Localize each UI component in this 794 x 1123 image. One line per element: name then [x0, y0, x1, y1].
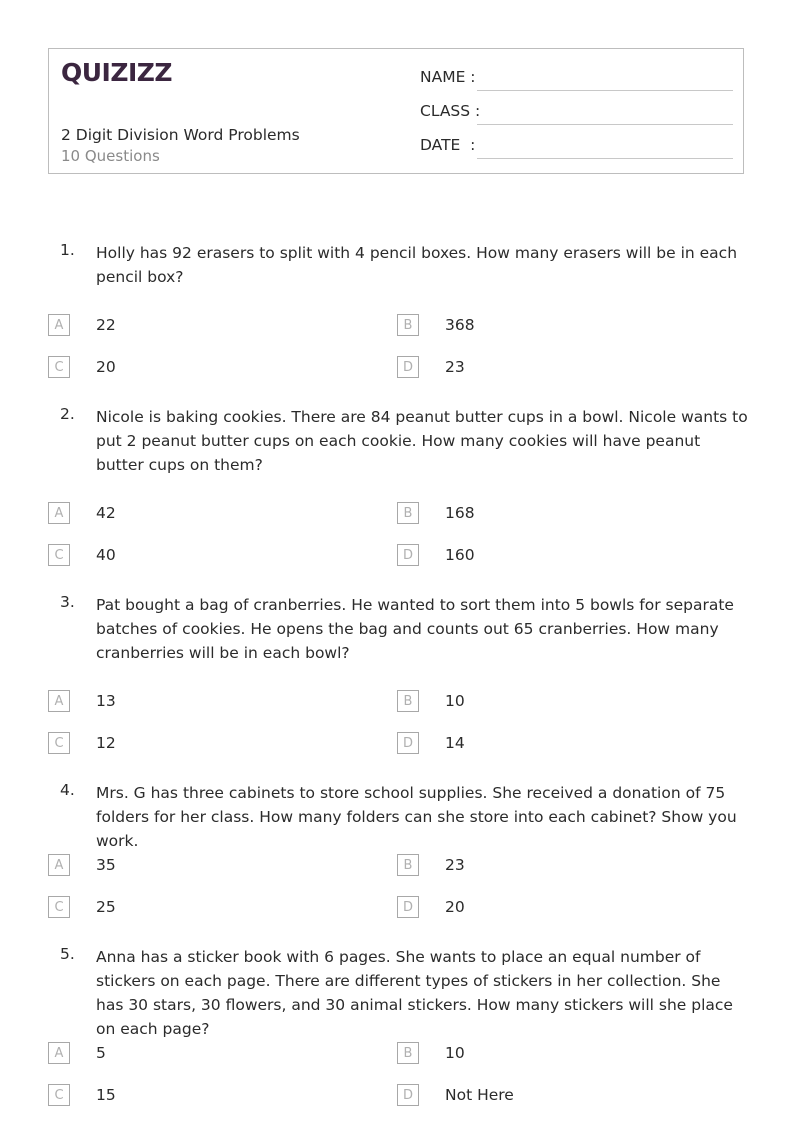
option-letter-box: B [397, 854, 419, 876]
name-line[interactable] [477, 90, 733, 91]
option-value: 20 [96, 358, 116, 376]
question-text: Holly has 92 erasers to split with 4 pencil boxes. How many erasers will be in each pencil box? [96, 244, 738, 286]
question-text: Anna has a sticker book with 6 pages. She wants to place an equal number of stickers on each page. There are different types of stickers in her collection. She has 30 stars, 30 flowers, and 30 animal stickers. How many stickers will she place on each page? [96, 948, 733, 1038]
question-number: 2. [60, 405, 75, 423]
option-letter-box: A [48, 690, 70, 712]
option-value: 5 [96, 1044, 106, 1062]
question-text: Mrs. G has three cabinets to store school supplies. She received a donation of 75 folders for her class. How many folders can she store into each cabinet? Show you work. [96, 784, 737, 850]
date-field[interactable] [420, 136, 733, 160]
option-value: 14 [445, 734, 465, 752]
date-line[interactable] [477, 158, 733, 159]
option-letter-box: D [397, 356, 419, 378]
option-value: 23 [445, 358, 465, 376]
option-letter-box: A [48, 1042, 70, 1064]
option-value: 12 [96, 734, 116, 752]
option-letter-box: A [48, 502, 70, 524]
option-value: Not Here [445, 1086, 514, 1104]
option-letter-box: D [397, 544, 419, 566]
class-line[interactable] [477, 124, 733, 125]
worksheet-header [48, 48, 744, 174]
option-value: 168 [445, 504, 475, 522]
option-value: 10 [445, 692, 465, 710]
option-letter-box: D [397, 896, 419, 918]
option-letter-box: D [397, 732, 419, 754]
worksheet-title: 2 Digit Division Word Problems [61, 126, 300, 144]
quizizz-logo: QUIZIZZ [61, 58, 173, 87]
question-count: 10 Questions [61, 147, 160, 165]
date-label: DATE : [420, 136, 476, 154]
option-letter-box: B [397, 502, 419, 524]
option-value: 40 [96, 546, 116, 564]
name-label: NAME : [420, 68, 476, 86]
question-number: 1. [60, 241, 75, 259]
question-number: 5. [60, 945, 75, 963]
question-number: 3. [60, 593, 75, 611]
option-letter-box: A [48, 314, 70, 336]
option-value: 35 [96, 856, 116, 874]
option-letter-box: C [48, 544, 70, 566]
option-letter-box: C [48, 356, 70, 378]
option-letter-box: A [48, 854, 70, 876]
question-number: 4. [60, 781, 75, 799]
class-field[interactable] [420, 102, 733, 126]
class-label: CLASS : [420, 102, 481, 120]
option-value: 25 [96, 898, 116, 916]
option-letter-box: B [397, 314, 419, 336]
option-value: 42 [96, 504, 116, 522]
option-letter-box: C [48, 732, 70, 754]
option-letter-box: D [397, 1084, 419, 1106]
option-value: 10 [445, 1044, 465, 1062]
option-value: 22 [96, 316, 116, 334]
question-text: Nicole is baking cookies. There are 84 peanut butter cups in a bowl. Nicole wants to put 2 peanut butter cups on each cookie. How many cookies will have peanut butter cups on them? [96, 408, 748, 474]
option-value: 15 [96, 1086, 116, 1104]
option-value: 13 [96, 692, 116, 710]
option-letter-box: B [397, 690, 419, 712]
question-text: Pat bought a bag of cranberries. He wanted to sort them into 5 bowls for separate batches of cookies. He opens the bag and counts out 65 cranberries. How many cranberries will be in each bowl? [96, 596, 734, 662]
option-value: 368 [445, 316, 475, 334]
option-value: 20 [445, 898, 465, 916]
option-value: 23 [445, 856, 465, 874]
option-letter-box: C [48, 1084, 70, 1106]
option-letter-box: B [397, 1042, 419, 1064]
option-letter-box: C [48, 896, 70, 918]
option-value: 160 [445, 546, 475, 564]
name-field[interactable] [420, 68, 733, 92]
